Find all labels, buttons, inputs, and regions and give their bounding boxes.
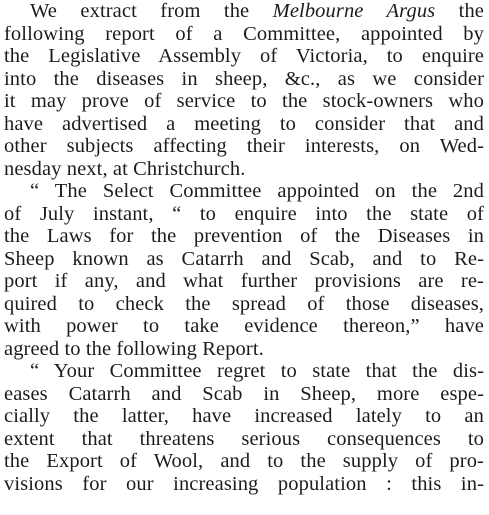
text-line: nesday next, at Christchurch. [4, 157, 246, 180]
text-line: the Legislative Assembly of Victoria, to enquire [4, 45, 484, 67]
text-line: agreed to the following Report. [4, 337, 264, 360]
text-line: port if any, and what further provisions are re- [4, 270, 484, 292]
text-line: following report of a Committee, appointed by [4, 22, 484, 45]
publication-title: Melbourne Argus [272, 0, 436, 22]
text-line: with power to take evidence thereon,” have [4, 315, 484, 337]
committee-regret-paragraph [4, 360, 484, 495]
text-line: of July instant, “ to enquire into the state of [4, 202, 484, 225]
text-line: into the diseases in sheep, &c., as we consider [4, 67, 484, 90]
text-line: have advertised a meeting to consider that and [4, 112, 484, 135]
text-line: the Export of Wool, and to the supply of pro- [4, 450, 484, 472]
text-line: Sheep known as Catarrh and Scab, and to Re- [4, 247, 484, 270]
select-committee-paragraph [4, 180, 484, 360]
text-line: cially the latter, have increased lately to an [4, 405, 484, 427]
newspaper-article [4, 0, 484, 495]
text-line: quired to check the spread of those diseases, [4, 292, 484, 315]
intro-paragraph [4, 0, 484, 180]
text-line: other subjects affecting their interests, on Wed- [4, 135, 484, 157]
text-line: visions for our increasing population : this in- [4, 472, 484, 495]
text-line: We extract from the Melbourne Argus the [30, 0, 484, 22]
text-line: eases Catarrh and Scab in Sheep, more espe- [4, 382, 484, 405]
text-line: it may prove of service to the stock-owners who [4, 90, 484, 112]
text-line: “ The Select Committee appointed on the 2nd [30, 180, 484, 202]
text-line: “ Your Committee regret to state that the dis- [30, 360, 484, 382]
text-line: extent that threatens serious consequences to [4, 427, 484, 450]
text-line: the Laws for the prevention of the Diseases in [4, 225, 484, 247]
